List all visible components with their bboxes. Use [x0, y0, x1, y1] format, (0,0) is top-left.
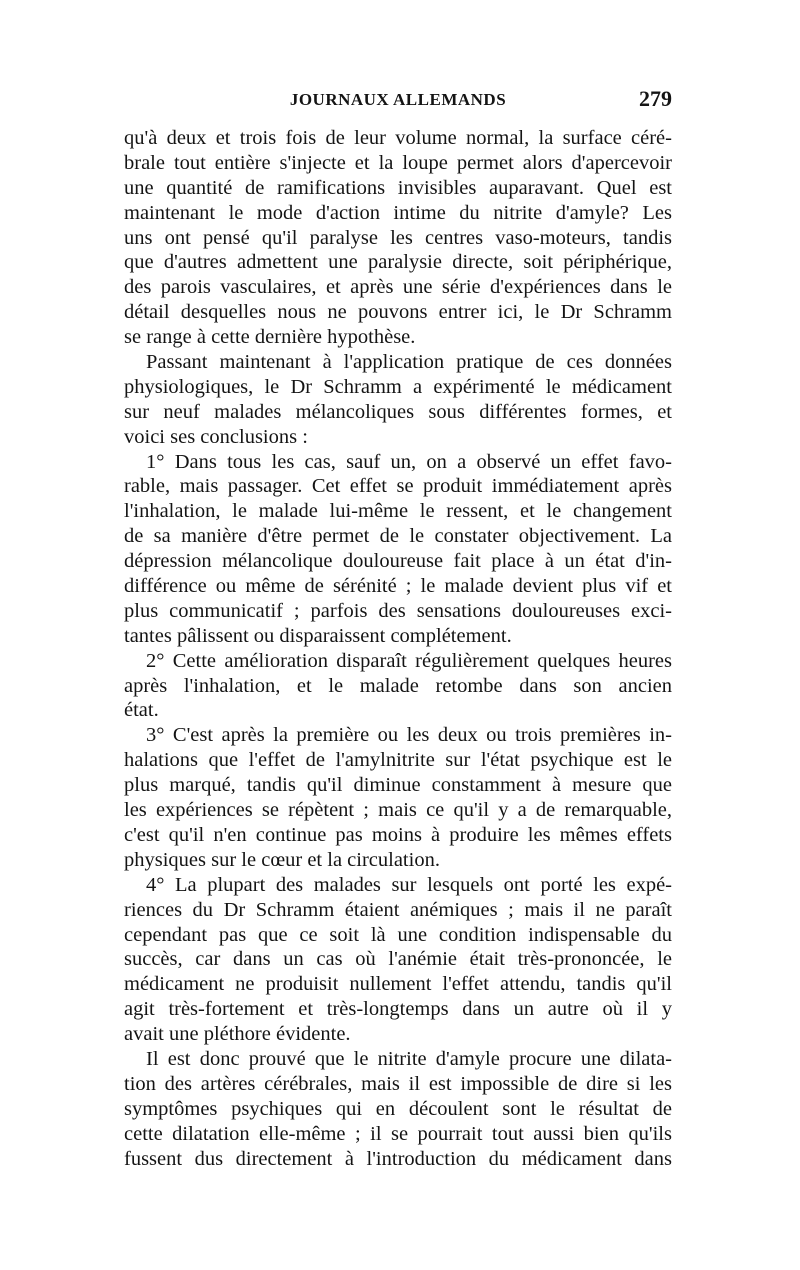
text-line: cependant pas que ce soit là une condition indispensable du	[124, 923, 672, 946]
text-line: rable, mais passager. Cet effet se produit immédiatement après	[124, 475, 672, 498]
text-line: 2° Cette amélioration disparaît régulièrement quelques heures	[146, 649, 672, 672]
running-head: JOURNAUX ALLEMANDS	[289, 90, 507, 109]
text-line: physiques sur le cœur et la circulation.	[124, 848, 440, 871]
text-line: Il est donc prouvé que le nitrite d'amyle procure une dilata-	[146, 1047, 672, 1070]
text-line: fussent dus directement à l'introduction du médicament dans	[124, 1147, 672, 1170]
text-line: les expériences se répètent ; mais ce qu'il y a de remarquable,	[124, 799, 672, 822]
text-line: se range à cette dernière hypothèse.	[124, 326, 416, 349]
page-header	[124, 86, 672, 116]
text-line: succès, car dans un cas où l'anémie était très-prononcée, le	[124, 948, 672, 971]
text-line: qu'à deux et trois fois de leur volume normal, la surface céré-	[124, 127, 672, 149]
text-line: voici ses conclusions :	[124, 425, 308, 448]
text-line: tantes pâlissent ou disparaissent complétement.	[124, 624, 512, 647]
text-line: sur neuf malades mélancoliques sous différentes formes, et	[124, 400, 672, 423]
text-line: 3° C'est après la première ou les deux ou trois premières in-	[146, 724, 672, 747]
text-line: après l'inhalation, et le malade retombe dans son ancien	[124, 674, 672, 697]
page-number: 279	[639, 86, 672, 111]
text-line: symptômes psychiques qui en découlent sont le résultat de	[124, 1097, 672, 1120]
text-line: riences du Dr Schramm étaient anémiques ; mais il ne paraît	[124, 898, 672, 921]
paragraph	[124, 649, 672, 724]
text-line: cette dilatation elle-même ; il se pourrait tout aussi bien qu'ils	[124, 1122, 672, 1145]
text-line: 4° La plupart des malades sur lesquels ont porté les expé-	[146, 873, 672, 896]
text-line: maintenant le mode d'action intime du nitrite d'amyle? Les	[124, 201, 672, 224]
text-line: halations que l'effet de l'amylnitrite sur l'état psychique est le	[124, 749, 672, 772]
text-line: l'inhalation, le malade lui-même le ressent, et le changement	[124, 500, 672, 523]
text-line: plus marqué, tandis qu'il diminue constamment à mesure que	[124, 774, 672, 797]
text-line: uns ont pensé qu'il paralyse les centres vaso-moteurs, tandis	[124, 226, 672, 249]
paragraph	[124, 350, 672, 450]
text-line: que d'autres admettent une paralysie directe, soit périphérique,	[124, 251, 672, 274]
text-line: différence ou même de sérénité ; le malade devient plus vif et	[124, 575, 672, 598]
text-line: état.	[124, 699, 159, 722]
text-line: agit très-fortement et très-longtemps dans un autre où il y	[124, 998, 672, 1021]
text-line: dépression mélancolique douloureuse fait place à un état d'in-	[124, 550, 672, 573]
paragraph	[124, 450, 672, 649]
paragraph	[124, 1047, 672, 1171]
text-line: tion des artères cérébrales, mais il est impossible de dire si les	[124, 1072, 672, 1095]
text-line: physiologiques, le Dr Schramm a expérimenté le médicament	[124, 375, 672, 398]
text-line: c'est qu'il n'en continue pas moins à produire les mêmes effets	[124, 823, 672, 846]
paragraph	[124, 126, 672, 350]
text-line: des parois vasculaires, et après une série d'expériences dans le	[124, 276, 672, 299]
text-line: de sa manière d'être permet de le constater objectivement. La	[124, 525, 672, 548]
text-line: médicament ne produisit nullement l'effet attendu, tandis qu'il	[124, 973, 672, 996]
paragraph	[124, 873, 672, 1047]
text-line: une quantité de ramifications invisibles auparavant. Quel est	[124, 176, 672, 199]
text-line: détail desquelles nous ne pouvons entrer ici, le Dr Schramm	[124, 301, 672, 324]
text-line: avait une pléthore évidente.	[124, 1023, 351, 1046]
paragraph	[124, 723, 672, 872]
text-line: 1° Dans tous les cas, sauf un, on a observé un effet favo-	[146, 450, 672, 473]
text-line: plus communicatif ; parfois des sensations douloureuses exci-	[124, 599, 672, 622]
body-text	[124, 126, 672, 1171]
text-line: brale tout entière s'injecte et la loupe permet alors d'apercevoir	[124, 151, 672, 174]
text-line: Passant maintenant à l'application pratique de ces données	[146, 351, 672, 374]
